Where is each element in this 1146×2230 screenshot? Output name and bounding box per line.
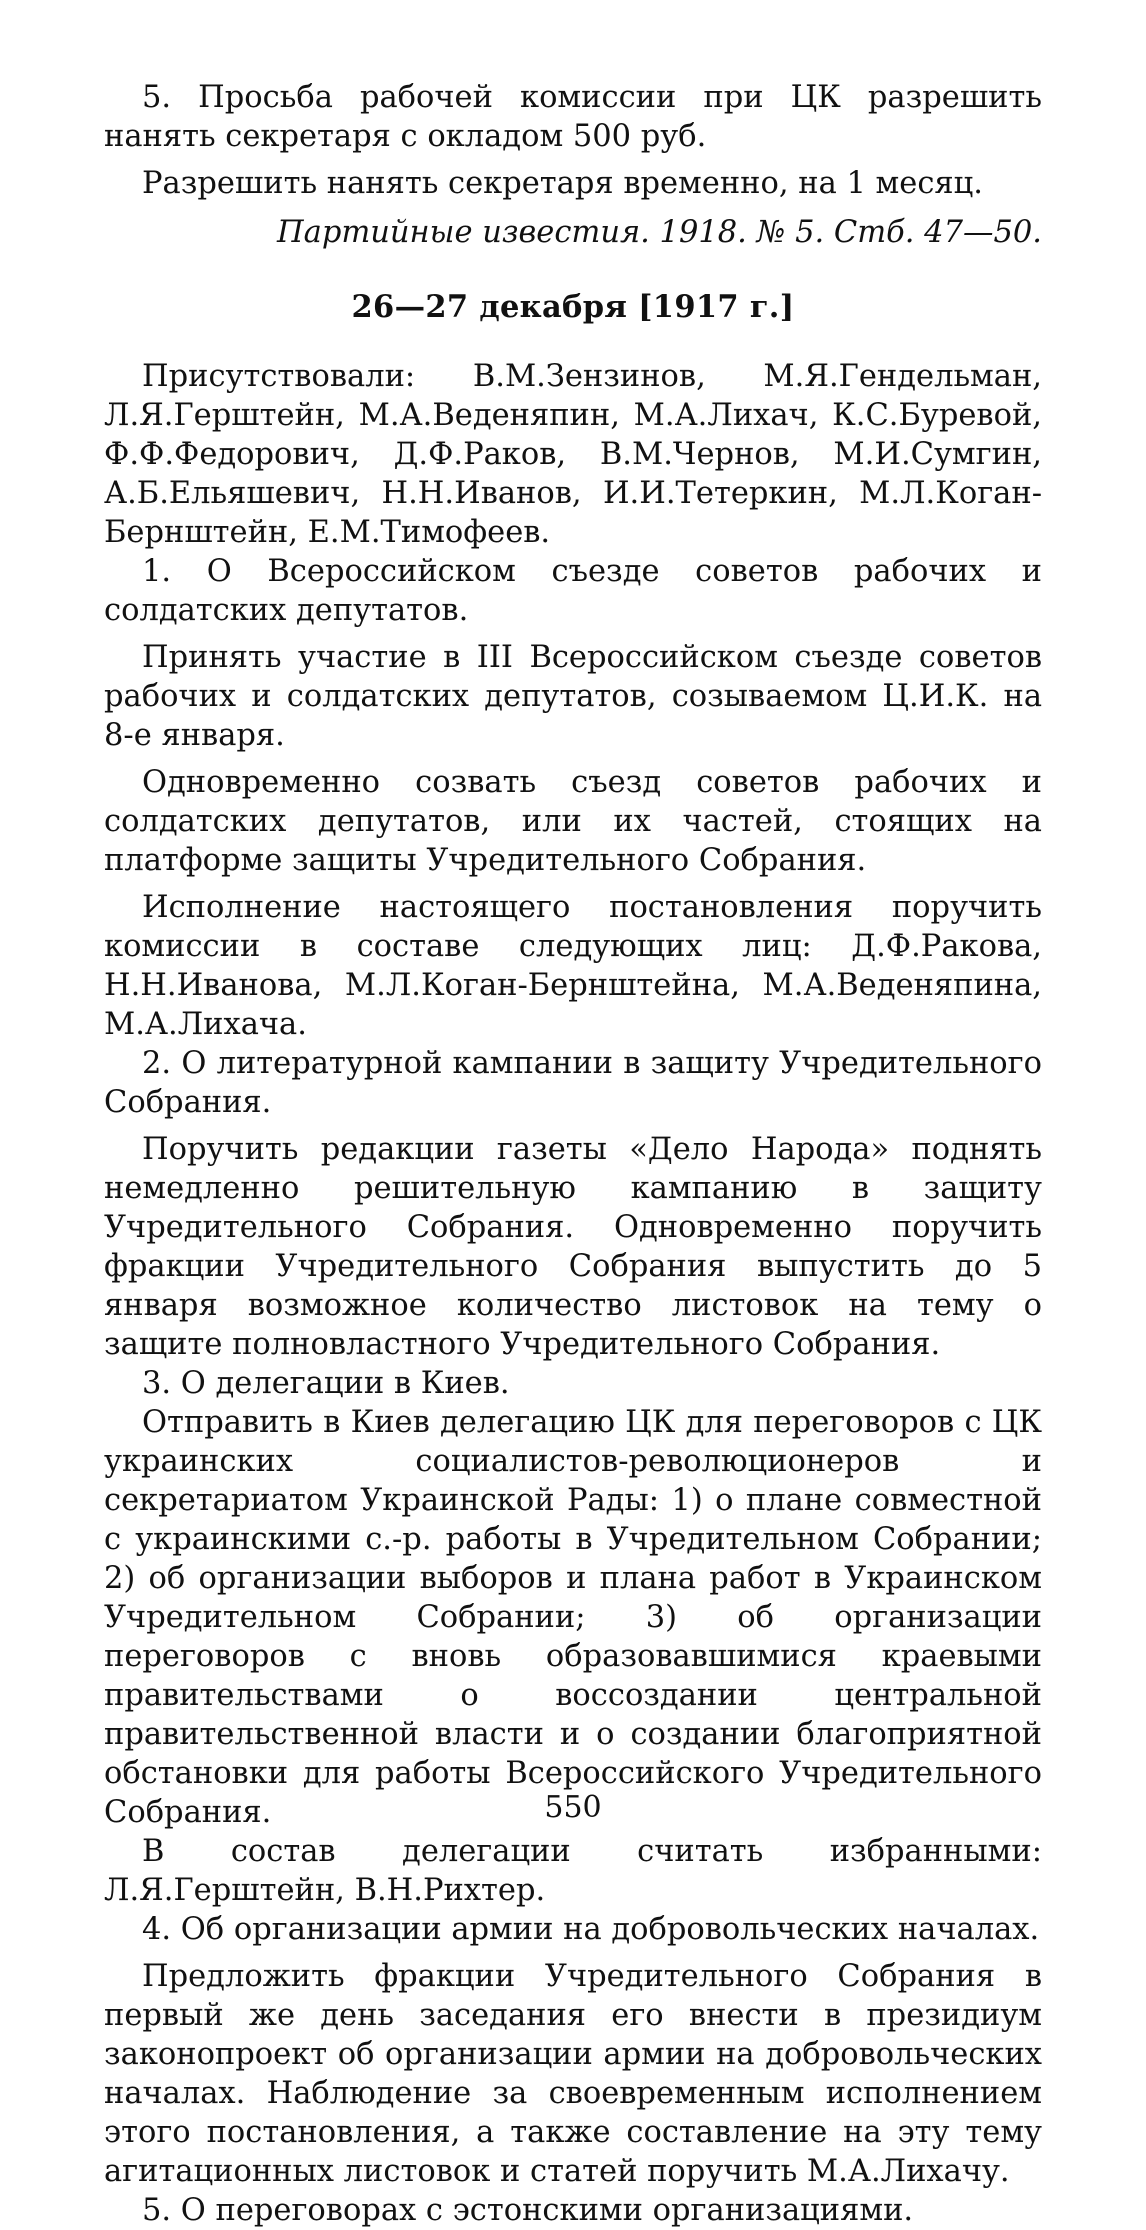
question-1-resolution-3: Исполнение настоящего постановления поручить комиссии в составе следующих лиц: Д.Ф.Ракова, Н.Н.Иванова, М.Л.Коган-Бернштейна, М.А.Веденяпина, М.А.Лихача.	[104, 890, 1042, 1042]
page-number: 550	[544, 1790, 602, 1825]
question-4-title: 4. Об организации армии на добровольческих началах.	[142, 1912, 1040, 1947]
question-2-resolution: Поручить редакции газеты «Дело Народа» поднять немедленно решительную кампанию в защиту Учредительного Собрания. Одновременно поручить фракции Учредительного Собрания выпустить до 5 января возможное количество листовок на тему о защите полновластного Учредительного Собрания.	[104, 1132, 1042, 1362]
question-3-delegation: В состав делегации считать избранными: Л.Я.Герштейн, В.Н.Рихтер.	[104, 1834, 1042, 1908]
question-4-resolution: Предложить фракции Учредительного Собрания в первый же день заседания его внести в президиум законопроект об организации армии на добровольческих началах. Наблюдение за своевременным исполнением этого постановления, а также составление на эту тему агитационных листовок и статей поручить М.А.Лихачу.	[104, 1959, 1042, 2189]
question-1-title: 1. О Всероссийском съезде советов рабочих и солдатских депутатов.	[104, 554, 1042, 628]
question-3-resolution: Отправить в Киев делегацию ЦК для переговоров с ЦК украинских социалистов-революционеров и секретариатом Украинской Рады: 1) о плане совместной с украинскими с.-р. работы в Учредительном Собрании; 2) об организации выборов и плана работ в Украинском Учредительном Собрании; 3) об организации переговоров с вновь образовавшимися краевыми правительствами о воссоздании центральной правительственной власти и о создании благоприятной обстановки для работы Всероссийского Учредительного Собрания.	[104, 1405, 1042, 1830]
attendees-list: Присутствовали: В.М.Зензинов, М.Я.Гендельман, Л.Я.Герштейн, М.А.Веденяпин, М.А.Лихач, К.С.Буревой, Ф.Ф.Федорович, Д.Ф.Раков, В.М.Чернов, М.И.Сумгин, А.Б.Ельяшевич, Н.Н.Иванов, И.И.Тетеркин, М.Л.Коган-Бернштейн, Е.М.Тимофеев.	[104, 359, 1042, 550]
question-3-title: 3. О делегации в Киев.	[142, 1366, 510, 1401]
question-2-title: 2. О литературной кампании в защиту Учредительного Собрания.	[104, 1046, 1042, 1120]
document-page	[104, 78, 1042, 2228]
item-5-resolution: Разрешить нанять секретаря временно, на 1 месяц.	[142, 166, 983, 201]
meeting-date-heading: 26—27 декабря [1917 г.]	[351, 289, 795, 325]
question-1-resolution-1: Принять участие в III Всероссийском съезде советов рабочих и солдатских депутатов, созываемом Ц.И.К. на 8-е января.	[104, 640, 1042, 753]
item-5-request: 5. Просьба рабочей комиссии при ЦК разрешить нанять секретаря с окладом 500 руб.	[104, 80, 1042, 154]
question-1-resolution-2: Одновременно созвать съезд советов рабочих и солдатских депутатов, или их частей, стоящих на платформе защиты Учредительного Собрания.	[104, 765, 1042, 878]
question-5-title: 5. О переговорах с эстонскими организациями.	[142, 2193, 914, 2228]
source-citation: Партийные известия. 1918. № 5. Стб. 47—50.	[277, 215, 1042, 250]
